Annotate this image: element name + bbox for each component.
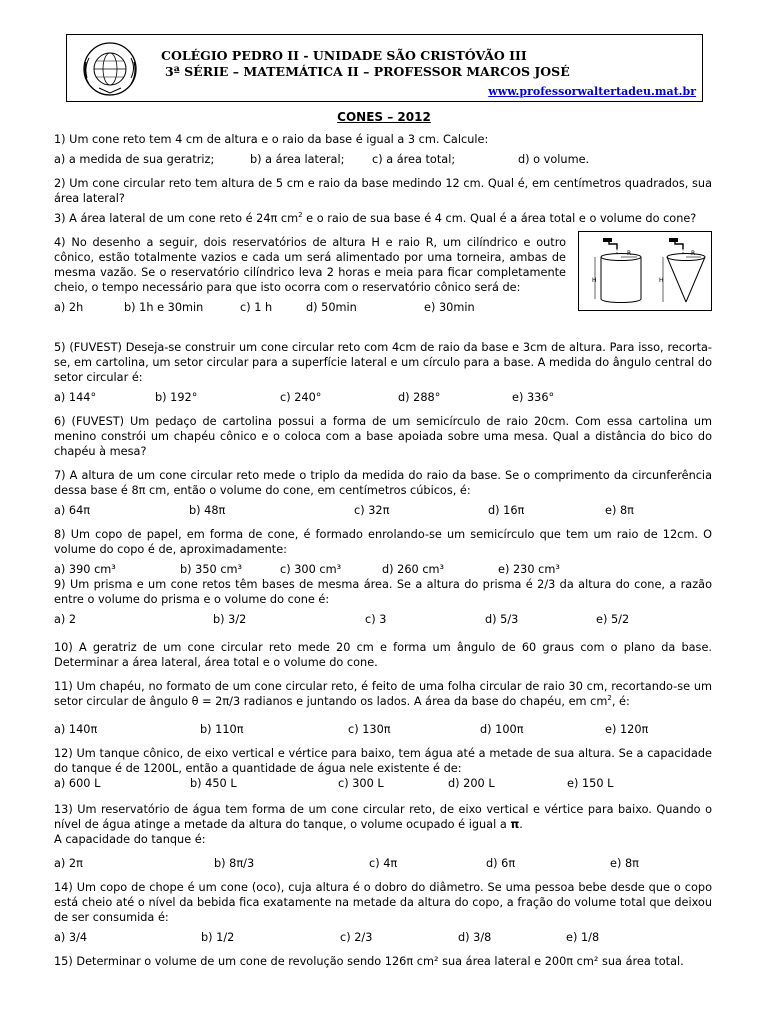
cone-height-label: H xyxy=(659,277,664,284)
question-8-options xyxy=(54,562,712,577)
superscript: 2 xyxy=(298,211,303,220)
option: d) 6π xyxy=(486,857,516,870)
option: e) 1/8 xyxy=(566,931,600,944)
option: c) 240° xyxy=(280,391,322,404)
option: d) 3/8 xyxy=(458,931,492,944)
option: b) 1h e 30min xyxy=(124,301,204,314)
question-11-text-a: 11) Um chapéu, no formato de um cone circular reto, é feito de uma folha circular de raio 30 cm, recortando-se um setor circular de ângulo θ = 2π/3 radianos e juntando os lados. A área da base do chapéu, em cm xyxy=(54,680,712,708)
question-2: 2) Um cone circular reto tem altura de 5 cm e raio da base medindo 12 cm. Qual é, em centímetros quadrados, sua área lateral? xyxy=(54,177,712,205)
option: a) 2h xyxy=(54,301,84,314)
question-13-text-b: . xyxy=(519,818,523,831)
option: c) 300 cm³ xyxy=(280,563,342,576)
option: c) 1 h xyxy=(240,301,273,314)
question-6: 6) (FUVEST) Um pedaço de cartolina possui a forma de um semicírculo de raio 20cm. Com essa cartolina um menino constrói um chapéu cônico e o coloca com a base apoiada sobre uma mesa. Qual a distância do bico do chapéu à mesa? xyxy=(54,415,712,458)
option: e) 120π xyxy=(605,723,649,736)
cylinder-radius-label: R xyxy=(627,250,632,257)
option: c) 300 L xyxy=(338,777,384,790)
option: a) 64π xyxy=(54,504,91,517)
option: a) a medida de sua geratriz; xyxy=(54,153,215,166)
option: d) o volume. xyxy=(518,153,590,166)
question-9-options xyxy=(54,612,712,627)
question-13 xyxy=(54,802,712,832)
option: d) 50min xyxy=(306,301,357,314)
option: a) 2 xyxy=(54,613,77,626)
option: b) a área lateral; xyxy=(250,153,345,166)
question-1-options xyxy=(54,152,712,167)
question-1: 1) Um cone reto tem 4 cm de altura e o raio da base é igual a 3 cm. Calcule: xyxy=(54,133,489,146)
option: c) 32π xyxy=(354,504,390,517)
option: d) 288° xyxy=(398,391,441,404)
question-14: 14) Um copo de chope é um cone (oco), cuja altura é o dobro do diâmetro. Se uma pessoa bebe desde que o copo está cheio até o nível da bebida fica exatamente na metade da altura do copo, a fração do volume total que deixou de ser consumida é: xyxy=(54,881,712,924)
option: d) 100π xyxy=(480,723,524,736)
option: c) 2/3 xyxy=(340,931,373,944)
course-line: 3ª SÉRIE – MATEMÁTICA II – PROFESSOR MARCOS JOSÉ xyxy=(165,64,570,79)
option: d) 260 cm³ xyxy=(382,563,445,576)
option: a) 144° xyxy=(54,391,97,404)
option: c) 3 xyxy=(365,613,387,626)
option: a) 390 cm³ xyxy=(54,563,116,576)
reservoirs-figure xyxy=(578,231,712,311)
option: c) 4π xyxy=(369,857,398,870)
pi-symbol: π xyxy=(510,818,520,831)
question-11 xyxy=(54,679,712,709)
question-12: 12) Um tanque cônico, de eixo vertical e vértice para baixo, tem água até a metade de sua altura. Se a capacidade do tanque é de 1200L, então a quantidade de água nele existente é de: xyxy=(54,747,712,775)
option: b) 3/2 xyxy=(213,613,247,626)
superscript: 2 xyxy=(607,694,612,703)
option: b) 350 cm³ xyxy=(180,563,243,576)
question-15: 15) Determinar o volume de um cone de revolução sendo 126π cm² sua área lateral e 200π cm² sua área total. xyxy=(54,955,684,968)
question-12-options xyxy=(54,776,712,791)
school-name: COLÉGIO PEDRO II - UNIDADE SÃO CRISTÓVÃO III xyxy=(161,48,527,63)
question-3-text-b: e o raio de sua base é 4 cm. Qual é a área total e o volume do cone? xyxy=(302,212,697,225)
question-13-line2: A capacidade do tanque é: xyxy=(54,833,206,846)
question-9: 9) Um prisma e um cone retos têm bases de mesma área. Se a altura do prisma é 2/3 da altura do cone, a razão entre o volume do prisma e o volume do cone é: xyxy=(54,578,712,606)
question-5-options xyxy=(54,390,712,405)
option: a) 140π xyxy=(54,723,98,736)
option: b) 110π xyxy=(200,723,244,736)
option: e) 8π xyxy=(605,504,634,517)
cone-radius-label: R xyxy=(691,250,696,257)
question-11-text-b: , é: xyxy=(611,695,630,708)
question-3 xyxy=(54,211,712,226)
question-list xyxy=(54,132,712,969)
question-7-options xyxy=(54,503,712,518)
option: d) 5/3 xyxy=(485,613,519,626)
question-11-options xyxy=(54,722,712,737)
option: e) 230 cm³ xyxy=(498,563,560,576)
page-title: CONES – 2012 xyxy=(337,110,431,124)
question-4-block xyxy=(54,235,712,315)
question-8: 8) Um copo de papel, em forma de cone, é formado enrolando-se um semicírculo que tem um raio de 12cm. O volume do copo é de, aproximadamente: xyxy=(54,528,712,556)
question-10: 10) A geratriz de um cone circular reto mede 20 cm e forma um ângulo de 60 graus com o plano da base. Determinar a área lateral, área total e o volume do cone. xyxy=(54,641,712,669)
option: e) 150 L xyxy=(567,777,614,790)
reservoirs-drawing xyxy=(579,232,711,310)
option: e) 5/2 xyxy=(596,613,630,626)
option: e) 336° xyxy=(512,391,555,404)
question-13-options xyxy=(54,856,712,871)
question-3-text-a: 3) A área lateral de um cone reto é 24π cm xyxy=(54,212,299,225)
option: c) a área total; xyxy=(372,153,456,166)
website-link[interactable]: www.professorwaltertadeu.mat.br xyxy=(488,85,696,98)
option: e) 8π xyxy=(610,857,639,870)
cylinder-height-label: H xyxy=(592,277,597,284)
question-4: 4) No desenho a seguir, dois reservatórios de altura H e raio R, um cilíndrico e outro cônico, estão totalmente vazios e cada um será alimentado por uma torneira, ambas de mesma vazão. Se o reservatório cilíndrico leva 2 horas e meia para ficar completamente cheio, o tempo necessário para que isto ocorra com o reservatório cônico será de: xyxy=(54,236,566,294)
option: a) 3/4 xyxy=(54,931,88,944)
question-7: 7) A altura de um cone circular reto mede o triplo da medida do raio da base. Se o comprimento da circunferência dessa base é 8π cm, então o volume do cone, em centímetros cúbicos, é: xyxy=(54,469,712,497)
school-seal-icon xyxy=(81,40,139,98)
option: a) 2π xyxy=(54,857,83,870)
option: b) 192° xyxy=(155,391,198,404)
option: d) 200 L xyxy=(448,777,495,790)
option: b) 48π xyxy=(189,504,226,517)
option: c) 130π xyxy=(348,723,391,736)
option: d) 16π xyxy=(488,504,525,517)
header-box xyxy=(66,34,703,102)
question-14-options xyxy=(54,930,712,945)
question-13-text-a: 13) Um reservatório de água tem forma de um cone circular reto, de eixo vertical e vértice para baixo. Quando o nível de água atinge a metade da altura do tanque, o volume ocupado é igual a xyxy=(54,803,712,831)
option: e) 30min xyxy=(424,301,475,314)
option: a) 600 L xyxy=(54,777,101,790)
option: b) 8π/3 xyxy=(214,857,255,870)
question-5: 5) (FUVEST) Deseja-se construir um cone circular reto com 4cm de raio da base e 3cm de altura. Para isso, recorta-se, em cartolina, um setor circular para a superfície lateral e um círculo para a base. A medida do ângulo central do setor circular é: xyxy=(54,341,712,384)
option: b) 1/2 xyxy=(201,931,235,944)
option: b) 450 L xyxy=(190,777,237,790)
